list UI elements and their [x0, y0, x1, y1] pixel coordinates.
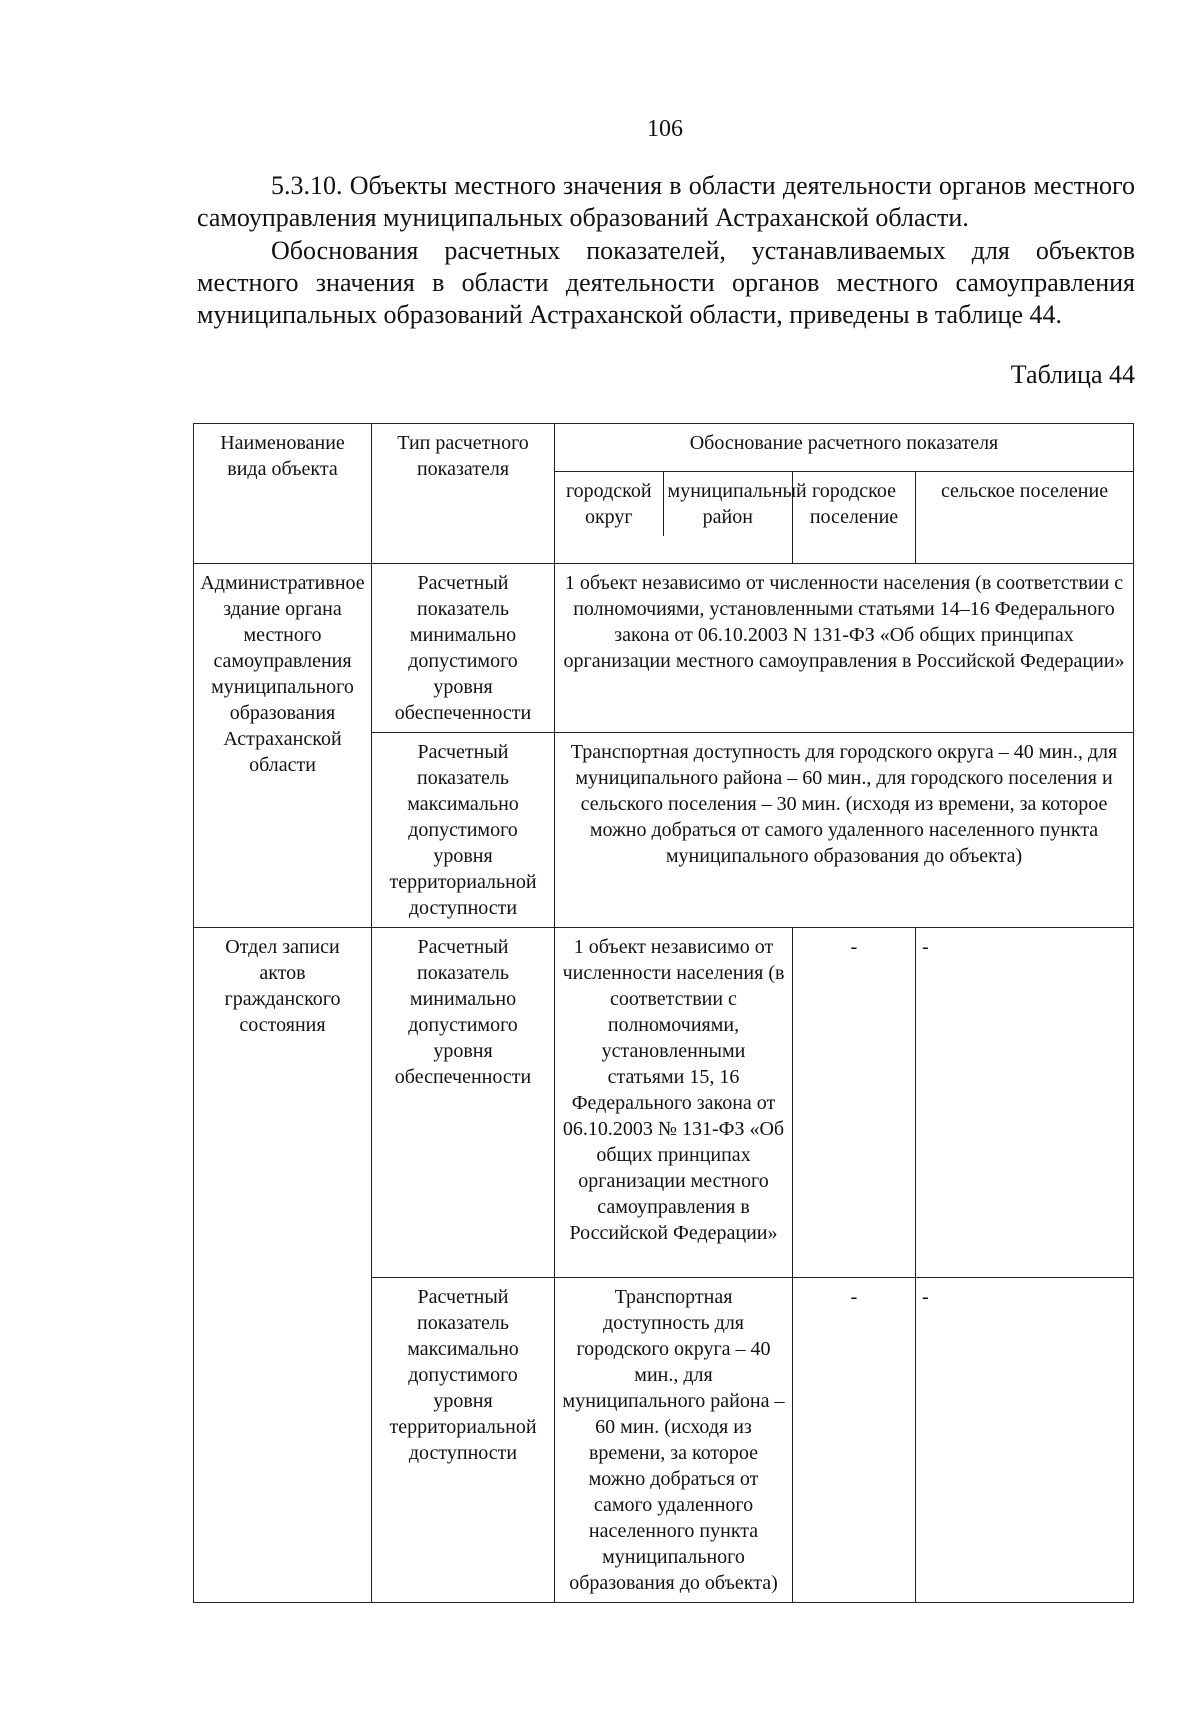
- indicator-type-min: Расчетный показатель минимально допустимого уровня обеспеченности: [372, 928, 555, 1278]
- header-districts: [555, 472, 807, 564]
- registry-min-rural: -: [916, 928, 1134, 1278]
- registry-max-rural: -: [916, 1278, 1134, 1603]
- header-indicator-type: Тип расчетного показателя: [372, 424, 555, 564]
- object-civil-registry: Отдел записи актов гражданского состояния: [194, 928, 372, 1603]
- table-row: [194, 928, 1134, 1278]
- table-caption: Таблица 44: [1010, 360, 1135, 389]
- header-city-district: городской округ: [555, 472, 663, 536]
- indicator-type-max: Расчетный показатель максимально допустимого уровня территориальной доступности: [372, 733, 555, 928]
- header-urban-settlement: городское поселение: [793, 472, 916, 564]
- page-number: 106: [647, 116, 683, 142]
- indicator-type-max: Расчетный показатель максимально допустимого уровня территориальной доступности: [372, 1278, 555, 1603]
- admin-min-justification: 1 объект независимо от численности населения (в соответствии с полномочиями, установленными статьями 14–16 Федерального закона от 06.10.2003 N 131-ФЗ «Об общих принципах организации местного самоуправления в Российской Федерации»: [555, 564, 1134, 733]
- object-admin-building: Административное здание органа местного самоуправления муниципального образования Астраханской области: [194, 564, 372, 928]
- admin-max-justification: Транспортная доступность для городского округа – 40 мин., для муниципального района – 60 мин., для городского поселения и сельского поселения – 30 мин. (исходя из времени, за которое можно добраться от самого удаленного населенного пункта муниципального образования до объекта): [555, 733, 1134, 928]
- registry-max-justification: Транспортная доступность для городского округа – 40 мин., для муниципального района – 60 мин. (исходя из времени, за которое можно добраться от самого удаленного населенного пункта муниципального образования до объекта): [555, 1278, 793, 1603]
- header-object-type: Наименование вида объекта: [194, 424, 372, 564]
- table-header-row: [194, 424, 1134, 472]
- header-rural-settlement: сельское поселение: [916, 472, 1134, 564]
- indicator-type-min: Расчетный показатель минимально допустимого уровня обеспеченности: [372, 564, 555, 733]
- header-justification: Обоснование расчетного показателя: [555, 424, 1134, 472]
- table-row: [194, 564, 1134, 733]
- header-municipal-district: муниципальный район: [667, 480, 807, 528]
- registry-min-justification: 1 объект независимо от численности населения (в соответствии с полномочиями, установленными статьями 15, 16 Федерального закона от 06.10.2003 № 131-ФЗ «Об общих принципах организации местного самоуправления в Российской Федерации»: [555, 928, 793, 1278]
- indicators-table: [193, 423, 1134, 1603]
- registry-max-urban: -: [793, 1278, 916, 1603]
- section-heading-paragraph: 5.3.10. Объекты местного значения в области деятельности органов местного самоуправления муниципальных образований Астраханской области.: [197, 171, 1135, 232]
- registry-min-urban: -: [793, 928, 916, 1278]
- intro-paragraph: Обоснования расчетных показателей, устанавливаемых для объектов местного значения в области деятельности органов местного самоуправления муниципальных образований Астраханской области, приведены в таблице 44.: [197, 236, 1135, 329]
